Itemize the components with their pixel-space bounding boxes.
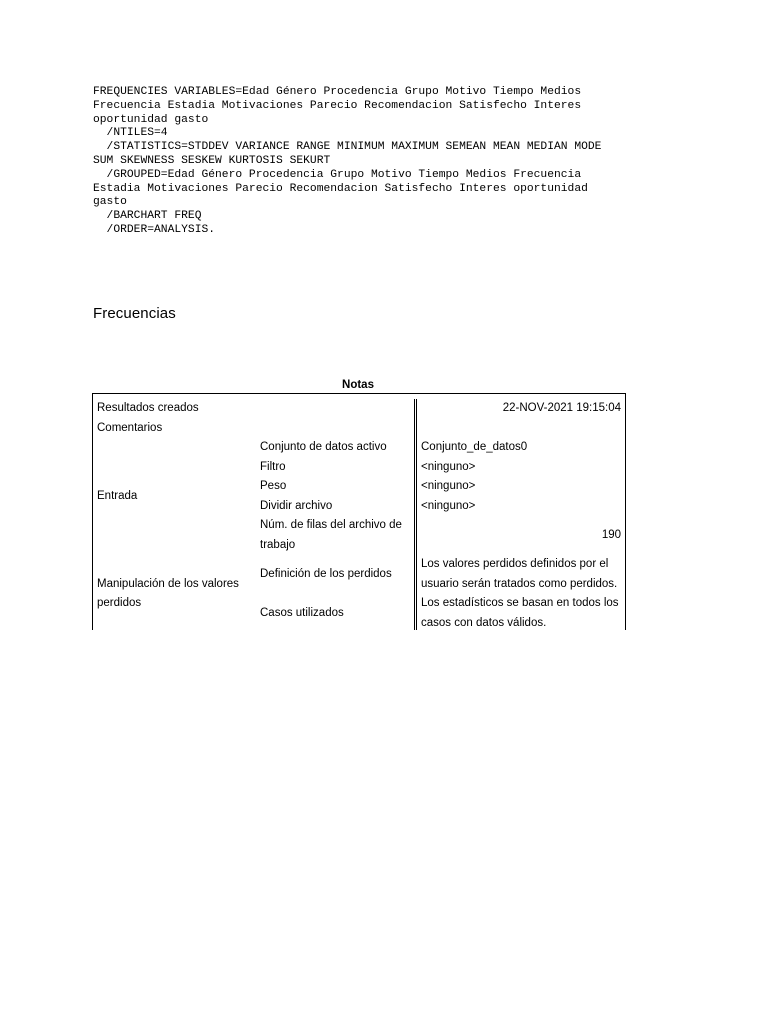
table-title: Notas: [342, 379, 374, 391]
empty-cell: [256, 419, 416, 439]
row-label-comentarios: Comentarios: [97, 421, 163, 434]
sublabel-filtro: Filtro: [256, 458, 416, 478]
empty-cell: [256, 399, 416, 419]
syntax-block: [93, 86, 693, 238]
notes-table: [92, 393, 626, 630]
syntax-line: SUM SKEWNESS SESKEW KURTOSIS SEKURT: [93, 154, 331, 167]
row-label-resultados: Resultados creados: [97, 402, 199, 414]
row-label-entrada: Entrada: [97, 489, 138, 502]
filtro-value: <ninguno>: [421, 460, 476, 473]
conjunto-value: Conjunto_de_datos0: [421, 441, 528, 453]
definicion-value: Los valores perdidos definidos por el usuario serán tratados como perdidos.: [421, 558, 618, 590]
sublabel-casos: Casos utilizados: [256, 594, 416, 630]
syntax-line: /NTILES=4: [93, 127, 168, 140]
syntax-line: /ORDER=ANALYSIS.: [93, 223, 216, 236]
empty-cell: [416, 419, 626, 439]
dividir-value: <ninguno>: [421, 499, 476, 512]
sublabel-conjunto: Conjunto de datos activo: [256, 438, 416, 458]
peso-value: <ninguno>: [421, 480, 476, 492]
resultados-value: 22-NOV-2021 19:15:04: [502, 402, 621, 414]
syntax-line: /STATISTICS=STDDEV VARIANCE RANGE MINIMUM MAXIMUM SEMEAN MEAN MEDIAN MODE: [93, 141, 602, 154]
sublabel-definicion: Definición de los perdidos: [256, 555, 416, 594]
row-label-manipulacion: Manipulación de los valores perdidos: [97, 577, 239, 609]
syntax-line: oportunidad gasto: [93, 113, 209, 126]
sublabel-dividir: Dividir archivo: [256, 497, 416, 517]
syntax-line: FREQUENCIES VARIABLES=Edad Género Procedencia Grupo Motivo Tiempo Medios: [93, 86, 582, 98]
syntax-line: gasto: [93, 196, 127, 209]
sublabel-peso: Peso: [256, 477, 416, 497]
num-filas-value: 190: [601, 528, 621, 541]
syntax-line: Estadia Motivaciones Parecio Recomendacion Satisfecho Interes oportunidad: [93, 182, 588, 195]
casos-value: Los estadísticos se basan en todos los casos con datos válidos.: [421, 597, 619, 629]
syntax-line: /GROUPED=Edad Género Procedencia Grupo Motivo Tiempo Medios Frecuencia: [93, 168, 582, 181]
section-title: Frecuencias: [93, 305, 176, 322]
sublabel-num-filas: Núm. de filas del archivo de trabajo: [256, 516, 416, 555]
syntax-line: /BARCHART FREQ: [93, 210, 202, 223]
table-row: [93, 419, 625, 439]
table-row: [93, 438, 625, 458]
table-row: [93, 399, 625, 419]
syntax-line: Frecuencia Estadia Motivaciones Parecio Recomendacion Satisfecho Interes: [93, 99, 582, 112]
